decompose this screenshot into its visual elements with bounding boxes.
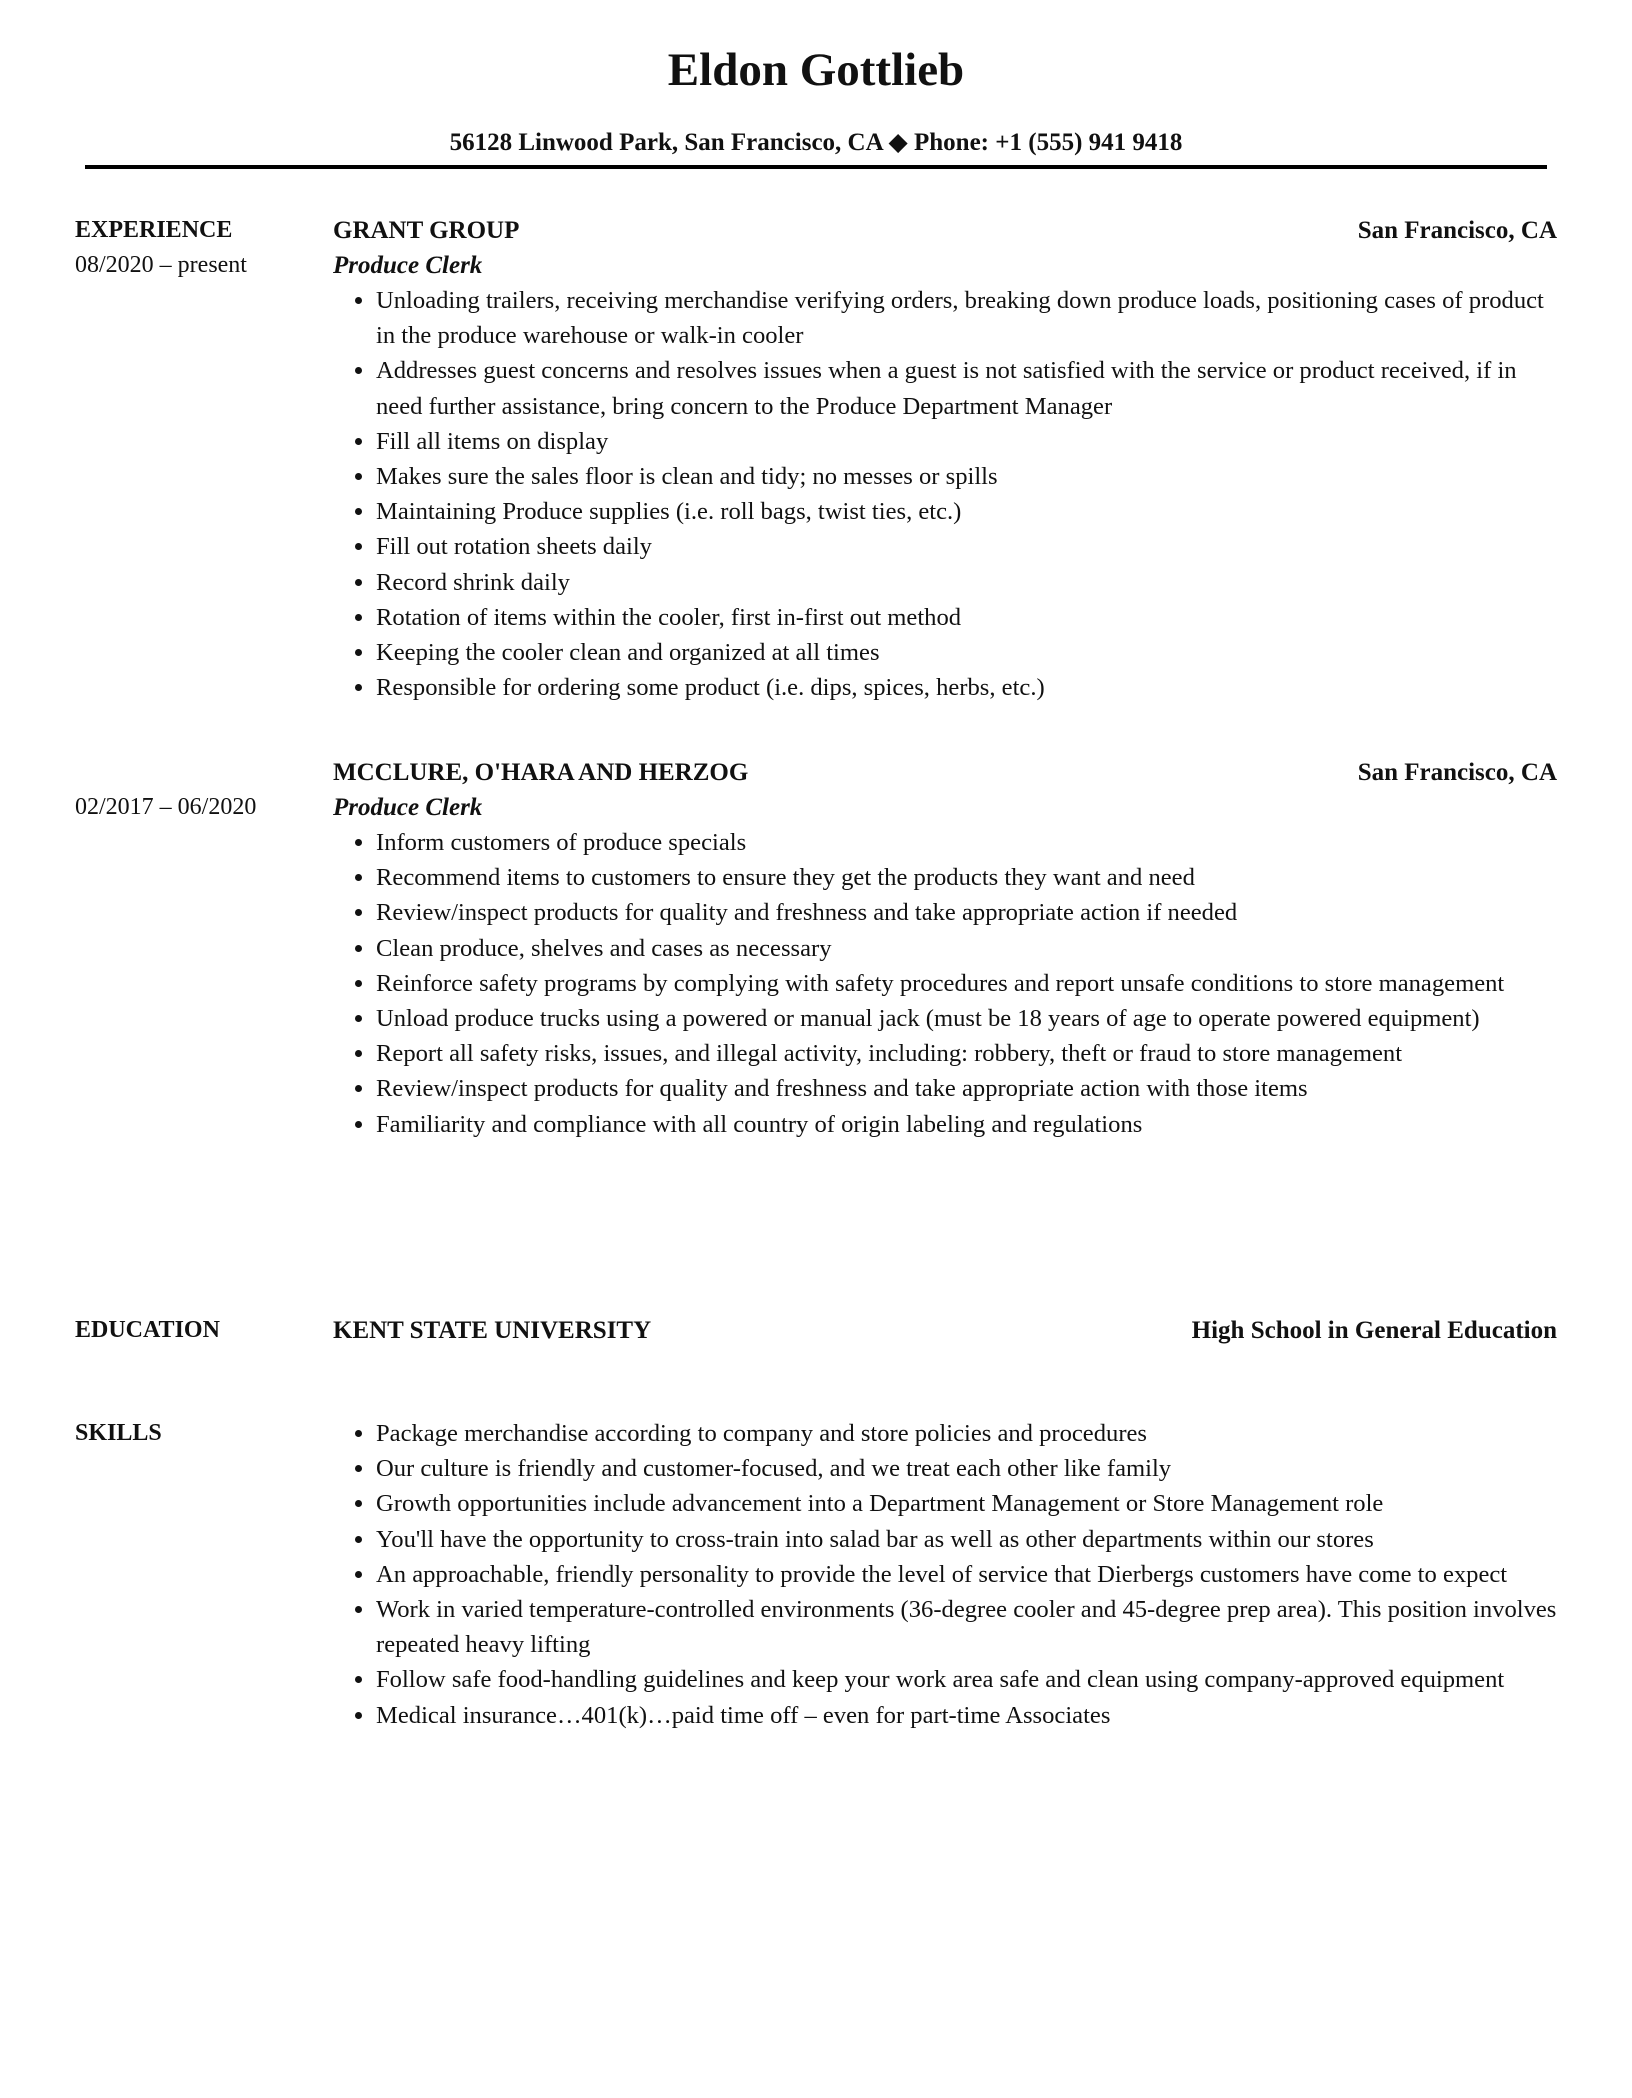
bullet-item: • Familiarity and compliance with all country of origin labeling and regulations (376, 1107, 1561, 1142)
skill-item: • An approachable, friendly personality to provide the level of service that Dierbergs customers have come to expect (376, 1557, 1561, 1592)
bullet-item: • Review/inspect products for quality and freshness and take appropriate action if needed (376, 895, 1561, 930)
bullet-item: • Keeping the cooler clean and organized at all times (376, 635, 1561, 670)
section-label-experience: EXPERIENCE (75, 217, 233, 243)
bullet-item: • Maintaining Produce supplies (i.e. roll bags, twist ties, etc.) (376, 494, 1561, 529)
bullet-item: • Reinforce safety programs by complying with safety procedures and report unsafe conditions to store management (376, 966, 1561, 1001)
job-bullets (333, 283, 1561, 705)
job-entry (333, 213, 1557, 705)
bullet-item: • Makes sure the sales floor is clean and tidy; no messes or spills (376, 459, 1561, 494)
bullet-item: • Record shrink daily (376, 565, 1561, 600)
bullet-item: • Responsible for ordering some product (i.e. dips, spices, herbs, etc.) (376, 670, 1561, 705)
job-header (333, 213, 1557, 248)
bullet-item: • Fill out rotation sheets daily (376, 529, 1561, 564)
candidate-name: Eldon Gottlieb (667, 44, 965, 96)
bullet-item: • Unload produce trucks using a powered or manual jack (must be 18 years of age to operate powered equipment) (376, 1001, 1561, 1036)
job-dates: 08/2020 – present (75, 252, 247, 278)
job-header (333, 755, 1557, 790)
skill-item: • You'll have the opportunity to cross-train into salad bar as well as other departments within our stores (376, 1522, 1561, 1557)
bullet-item: • Rotation of items within the cooler, first in-first out method (376, 600, 1561, 635)
company-name: MCCLURE, O'HARA AND HERZOG (333, 759, 749, 786)
contact-line: 56128 Linwood Park, San Francisco, CA ◆ Phone: +1 (555) 941 9418 (449, 129, 1183, 156)
bullet-item: • Recommend items to customers to ensure they get the products they want and need (376, 860, 1561, 895)
education-header (333, 1313, 1557, 1348)
skill-item: • Our culture is friendly and customer-focused, and we treat each other like family (376, 1451, 1561, 1486)
skill-item: • Medical insurance…401(k)…paid time off – even for part-time Associates (376, 1698, 1561, 1733)
skills-entry (333, 1416, 1557, 1733)
bullet-item: • Addresses guest concerns and resolves issues when a guest is not satisfied with the service or product received, if in need further assistance, bring concern to the Produce Department Manager (376, 353, 1561, 423)
education-entry (333, 1313, 1557, 1348)
job-dates: 02/2017 – 06/2020 (75, 794, 257, 820)
bullet-item: • Inform customers of produce specials (376, 825, 1561, 860)
bullet-item: • Review/inspect products for quality and freshness and take appropriate action with those items (376, 1071, 1561, 1106)
header-divider (85, 165, 1547, 169)
job-bullets (333, 825, 1561, 1142)
company-name: GRANT GROUP (333, 217, 520, 244)
skill-item: • Package merchandise according to company and store policies and procedures (376, 1416, 1561, 1451)
section-label-skills: SKILLS (75, 1420, 162, 1446)
skill-item: • Growth opportunities include advancement into a Department Management or Store Management role (376, 1486, 1561, 1521)
skill-item: • Follow safe food-handling guidelines and keep your work area safe and clean using company-approved equipment (376, 1662, 1561, 1697)
bullet-item: • Report all safety risks, issues, and illegal activity, including: robbery, theft or fraud to store management (376, 1036, 1561, 1071)
job-entry (333, 755, 1557, 1142)
job-location: San Francisco, CA (1357, 759, 1557, 786)
skill-item: • Work in varied temperature-controlled environments (36-degree cooler and 45-degree prep area). This position involves repeated heavy lifting (376, 1592, 1561, 1662)
school-name: KENT STATE UNIVERSITY (333, 1317, 652, 1344)
bullet-item: • Unloading trailers, receiving merchandise verifying orders, breaking down produce loads, positioning cases of product in the produce warehouse or walk-in cooler (376, 283, 1561, 353)
skills-list (333, 1416, 1561, 1733)
degree: High School in General Education (1191, 1317, 1557, 1344)
bullet-item: • Clean produce, shelves and cases as necessary (376, 931, 1561, 966)
job-location: San Francisco, CA (1357, 217, 1557, 244)
bullet-item: • Fill all items on display (376, 424, 1561, 459)
job-title: Produce Clerk (333, 794, 483, 821)
section-label-education: EDUCATION (75, 1317, 220, 1343)
job-title: Produce Clerk (333, 252, 483, 279)
